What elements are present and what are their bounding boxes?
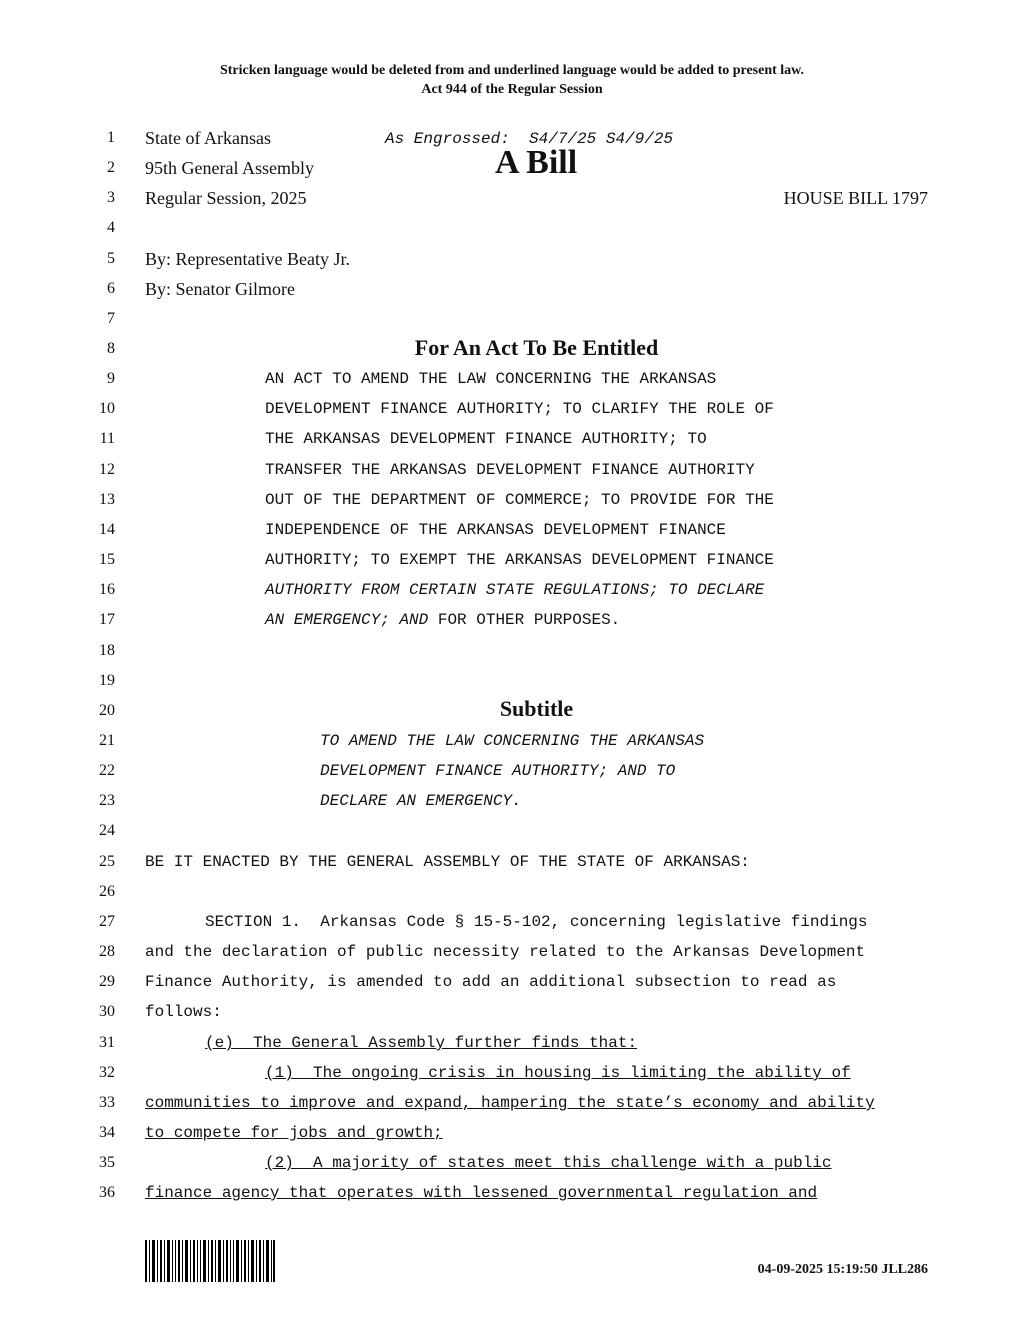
subtitle-line: DEVELOPMENT FINANCE AUTHORITY; AND TO [320,762,676,780]
line-number: 18 [99,642,115,659]
line-number: 11 [99,430,115,447]
added-text-line: communities to improve and expand, hampering the state’s economy and ability [145,1094,875,1112]
subtitle-heading: Subtitle [499,696,574,721]
line-number: 3 [107,189,115,206]
general-assembly: 95th General Assembly [145,158,314,178]
subtitle-line: TO AMEND THE LAW CONCERNING THE ARKANSAS [320,732,705,750]
line-number: 36 [99,1184,115,1201]
act-title-line: INDEPENDENCE OF THE ARKANSAS DEVELOPMENT FINANCE [265,521,726,539]
line-number: 34 [99,1124,115,1141]
sponsor-senate: By: Senator Gilmore [145,279,295,299]
state-name: State of Arkansas [145,128,271,148]
line-number: 14 [99,521,115,538]
act-title-rest: FOR OTHER PURPOSES. [428,611,621,629]
enacting-clause: BE IT ENACTED BY THE GENERAL ASSEMBLY OF THE STATE OF ARKANSAS: [145,853,750,871]
subtitle-line: DECLARE AN EMERGENCY. [320,792,522,810]
line-number: 5 [107,250,115,267]
line-number: 15 [99,551,115,568]
added-text-line: finance agency that operates with lessened governmental regulation and [145,1184,818,1202]
line-number: 28 [99,943,115,960]
barcode [145,1240,275,1282]
bill-title: A Bill [495,144,578,181]
line-number: 33 [99,1094,115,1111]
act-title-line: AN ACT TO AMEND THE LAW CONCERNING THE ARKANSAS [265,370,717,388]
line-number: 9 [107,370,115,387]
line-number: 24 [99,822,115,839]
act-title-line: THE ARKANSAS DEVELOPMENT FINANCE AUTHORITY; TO [265,430,707,448]
act-title-line: OUT OF THE DEPARTMENT OF COMMERCE; TO PROVIDE FOR THE [265,491,774,509]
engrossed-dates: As Engrossed: S4/7/25 S4/9/25 [385,130,674,148]
line-number: 17 [99,611,115,628]
added-text-line: (2) A majority of states meet this challenge with a public [265,1154,832,1172]
header-notice: Stricken language would be deleted from and underlined language would be added to present law. [219,63,805,78]
line-number: 35 [99,1154,115,1171]
line-number: 16 [99,581,115,598]
header-act: Act 944 of the Regular Session [421,82,603,97]
line-number: 30 [99,1003,115,1020]
entitled-heading: For An Act To Be Entitled [414,335,659,360]
line-number: 27 [99,913,115,930]
added-text-line: (1) The ongoing crisis in housing is limiting the ability of [265,1064,851,1082]
line-number: 13 [99,491,115,508]
line-number: 6 [107,280,115,297]
line-number: 21 [99,732,115,749]
act-title-line: AUTHORITY; TO EXEMPT THE ARKANSAS DEVELOPMENT FINANCE [265,551,774,569]
line-number: 1 [107,129,115,146]
line-number: 4 [107,219,115,236]
line-number: 12 [99,461,115,478]
section-text-line: SECTION 1. Arkansas Code § 15-5-102, concerning legislative findings [205,913,868,931]
act-title-line: DEVELOPMENT FINANCE AUTHORITY; TO CLARIFY THE ROLE OF [265,400,774,418]
line-number: 20 [99,702,115,719]
line-number: 23 [99,792,115,809]
line-number: 29 [99,973,115,990]
section-text-line: Finance Authority, is amended to add an additional subsection to read as [145,973,837,991]
section-text-line: and the declaration of public necessity related to the Arkansas Development [145,943,866,961]
session: Regular Session, 2025 [145,188,307,208]
line-number: 31 [99,1034,115,1051]
act-title-italic: AN EMERGENCY; AND [265,611,429,629]
act-title-line: AUTHORITY FROM CERTAIN STATE REGULATIONS; TO DECLARE [265,581,765,599]
line-number: 22 [99,762,115,779]
line-number: 25 [99,853,115,870]
footer-stamp: 04-09-2025 15:19:50 JLL286 [757,1262,928,1277]
line-number: 8 [107,340,115,357]
line-number: 26 [99,883,115,900]
act-title-line: TRANSFER THE ARKANSAS DEVELOPMENT FINANCE AUTHORITY [265,461,755,479]
sponsor-house: By: Representative Beaty Jr. [145,249,350,269]
act-title-line-last [265,611,620,629]
section-text-line: follows: [145,1003,222,1021]
bill-number: HOUSE BILL 1797 [783,188,928,208]
added-text-line: (e) The General Assembly further finds that: [205,1034,638,1052]
line-number: 7 [107,310,115,327]
line-number: 10 [99,400,115,417]
line-number: 32 [99,1064,115,1081]
line-number: 19 [99,672,115,689]
line-number: 2 [107,159,115,176]
added-text-line: to compete for jobs and growth; [145,1124,443,1142]
